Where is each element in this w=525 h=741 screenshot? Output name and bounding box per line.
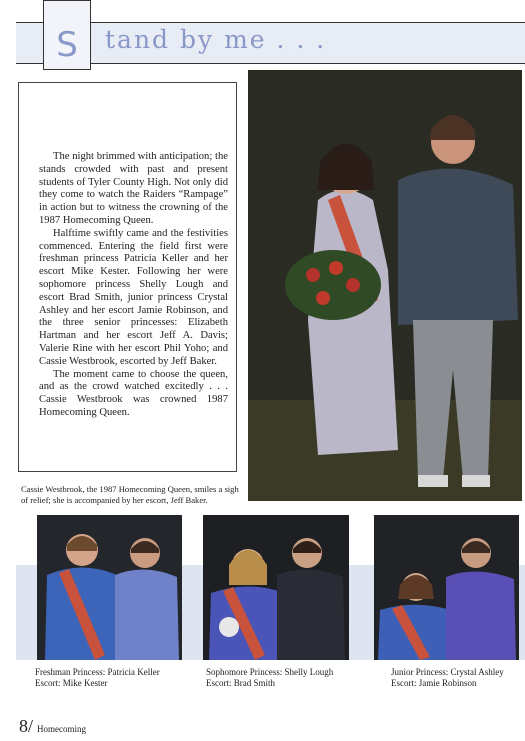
dropcap-box xyxy=(43,0,91,70)
photo-junior-illustration xyxy=(374,515,519,660)
page-number: 8 xyxy=(19,716,28,736)
caption-freshman-princess: Freshman Princess: Patricia Keller xyxy=(35,667,160,677)
caption-junior-princess: Junior Princess: Crystal Ashley xyxy=(391,667,504,677)
caption-junior xyxy=(391,667,504,689)
caption-junior-escort: Escort: Jamie Robinson xyxy=(391,678,477,688)
caption-freshman xyxy=(35,667,160,689)
photo-sophomore-princess xyxy=(203,515,349,660)
story-paragraph-2: Halftime swiftly came and the festivities commenced. Entering the field first were freshman princess Patricia Keller and her escort Mike Kester. Following her were sophomore princess Shelly Lough and escort Brad Smith, junior princess Crystal Ashley and her escort Jamie Robinson, and the three senior princesses: Elizabeth Hartman and her escort Jeff A. Davis; Valerie Rine with her escort Phil Yoho; and Cassie Westbrook, escorted by Jeff Baker. xyxy=(39,227,228,367)
story-box xyxy=(18,82,237,472)
page-folio xyxy=(19,716,86,737)
dropcap-letter: S xyxy=(56,25,78,65)
caption-sophomore-princess: Sophomore Princess: Shelly Lough xyxy=(206,667,334,677)
section-name: Homecoming xyxy=(37,724,87,734)
photo-freshman-princess xyxy=(37,515,182,660)
photo-junior-princess xyxy=(374,515,519,660)
main-photo-illustration xyxy=(248,70,522,501)
story-paragraph-1: The night brimmed with anticipation; the stands crowded with past and present students of Tyler County High. Not only did they come to watch the Raiders “Rampage” in action but to witness the crowning of the 1987 Homecoming Queen. xyxy=(39,151,228,226)
caption-sophomore-escort: Escort: Brad Smith xyxy=(206,678,275,688)
main-photo-queen-and-escort xyxy=(248,70,522,501)
folio-slash: / xyxy=(28,716,34,736)
caption-freshman-escort: Escort: Mike Kester xyxy=(35,678,108,688)
story-paragraph-3: The moment came to choose the queen, and as the crowd watched excitedly . . . Cassie Westbrook was crowned 1987 Homecoming Queen. xyxy=(39,368,228,418)
caption-sophomore xyxy=(206,667,333,689)
photo-sophomore-illustration xyxy=(203,515,349,660)
page-title: tand by me . . . xyxy=(105,25,327,54)
main-photo-caption: Cassie Westbrook, the 1987 Homecoming Queen, smiles a sigh of relief; she is accompanied by her escort, Jeff Baker. xyxy=(21,484,239,505)
photo-freshman-illustration xyxy=(37,515,182,660)
